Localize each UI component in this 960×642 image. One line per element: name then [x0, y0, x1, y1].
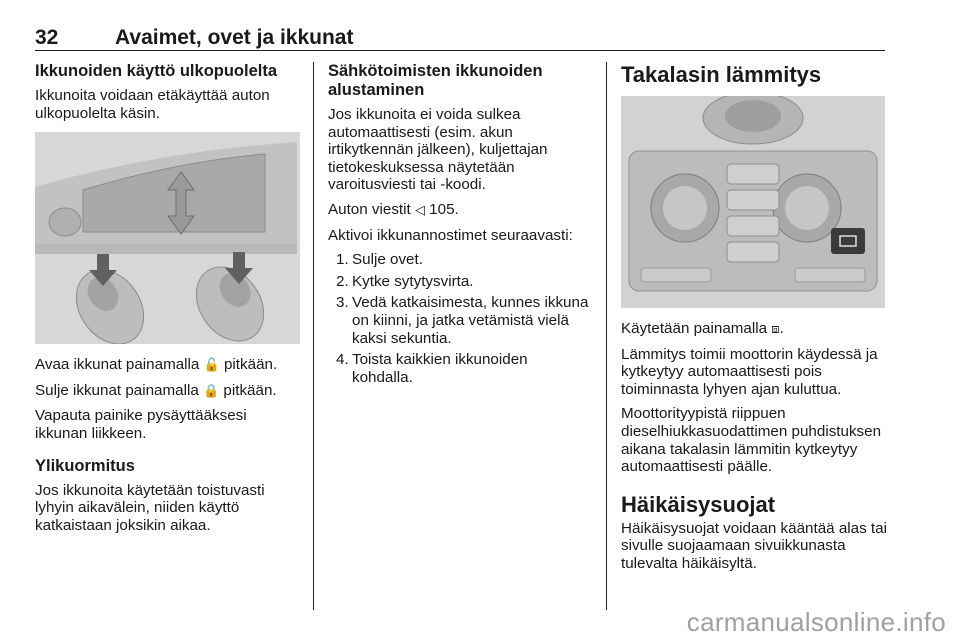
page-number: 32	[35, 26, 59, 49]
paragraph: Vapauta painike pysäyttääksesi ikkunan liikkeen.	[35, 407, 247, 442]
climate-control-panel-illustration	[621, 96, 885, 308]
window-remote-illustration	[35, 132, 300, 344]
close-instruction: Sulje ikkunat painamalla 🔒 pitkään.	[35, 381, 277, 399]
lock-icon: 🔒	[203, 383, 220, 399]
column-middle	[328, 62, 592, 390]
section-heading: Ylikuormitus	[35, 456, 135, 475]
section-heading: Sähkötoimisten ikkunoiden alustaminen	[328, 62, 543, 99]
paragraph: Aktivoi ikkunannostimet seuraavasti:	[328, 226, 573, 244]
list-item: 2. Kytke sytytysvirta.	[336, 272, 474, 290]
usage-instruction: Käytetään painamalla ⧈.	[621, 320, 784, 337]
section-heading: Takalasin lämmitys	[621, 62, 822, 87]
page-header	[35, 26, 885, 51]
rear-window-heater-icon: ⧈	[771, 322, 780, 337]
paragraph: Lämmitys toimii moottorin käydessä ja kytkeytyy automaattisesti pois toiminnasta lyhyen ajan kuluttua.	[621, 345, 878, 398]
watermark: carmanualsonline.info	[686, 607, 946, 637]
list-item: 1. Sulje ovet.	[336, 251, 423, 269]
open-instruction: Avaa ikkunat painamalla 🔓 pitkään.	[35, 356, 278, 374]
unlock-icon: 🔓	[203, 358, 220, 374]
paragraph: Moottorityypistä riippuen dieselhiukkasuodattimen puhdistuksen aikana takalasin lämmitin kytkeytyy automaattisesti päälle.	[621, 405, 882, 476]
reference-arrow-icon: ◁	[414, 202, 425, 218]
column-divider	[313, 62, 314, 610]
column-right	[621, 62, 887, 580]
paragraph: Jos ikkunoita käytetään toistuvasti lyhyin aikavälein, niiden käyttö katkaistaan joksikin aikaa.	[35, 481, 265, 534]
cross-reference: Auton viestit ◁ 105.	[328, 200, 459, 218]
paragraph: Ikkunoita voidaan etäkäyttää auton ulkopuolelta käsin.	[35, 87, 270, 122]
steps-list	[328, 251, 592, 386]
column-divider	[606, 62, 607, 610]
paragraph: Häikäisysuojat voidaan kääntää alas tai sivulle suojaamaan sivuikkunasta tulevalta häikäisyltä.	[621, 519, 887, 572]
list-item: 4. Toista kaikkien ikkunoiden kohdalla.	[336, 351, 528, 386]
section-heading: Häikäisysuojat	[621, 491, 776, 517]
paragraph: Jos ikkunoita ei voida sulkea automaattisesti (esim. akun irtikytkennän jälkeen), kuljettajan tietokeskuksessa näytetään varoitusviesti tai -koodi.	[328, 106, 548, 194]
list-item: 3. Vedä katkaisimesta, kunnes ikkuna on kiinni, ja jatka vetämistä vielä kaksi sekuntia.	[336, 294, 589, 347]
chapter-title: Avaimet, ovet ja ikkunat	[115, 26, 354, 49]
column-left	[35, 62, 300, 541]
section-heading: Ikkunoiden käyttö ulkopuolelta	[35, 62, 278, 80]
